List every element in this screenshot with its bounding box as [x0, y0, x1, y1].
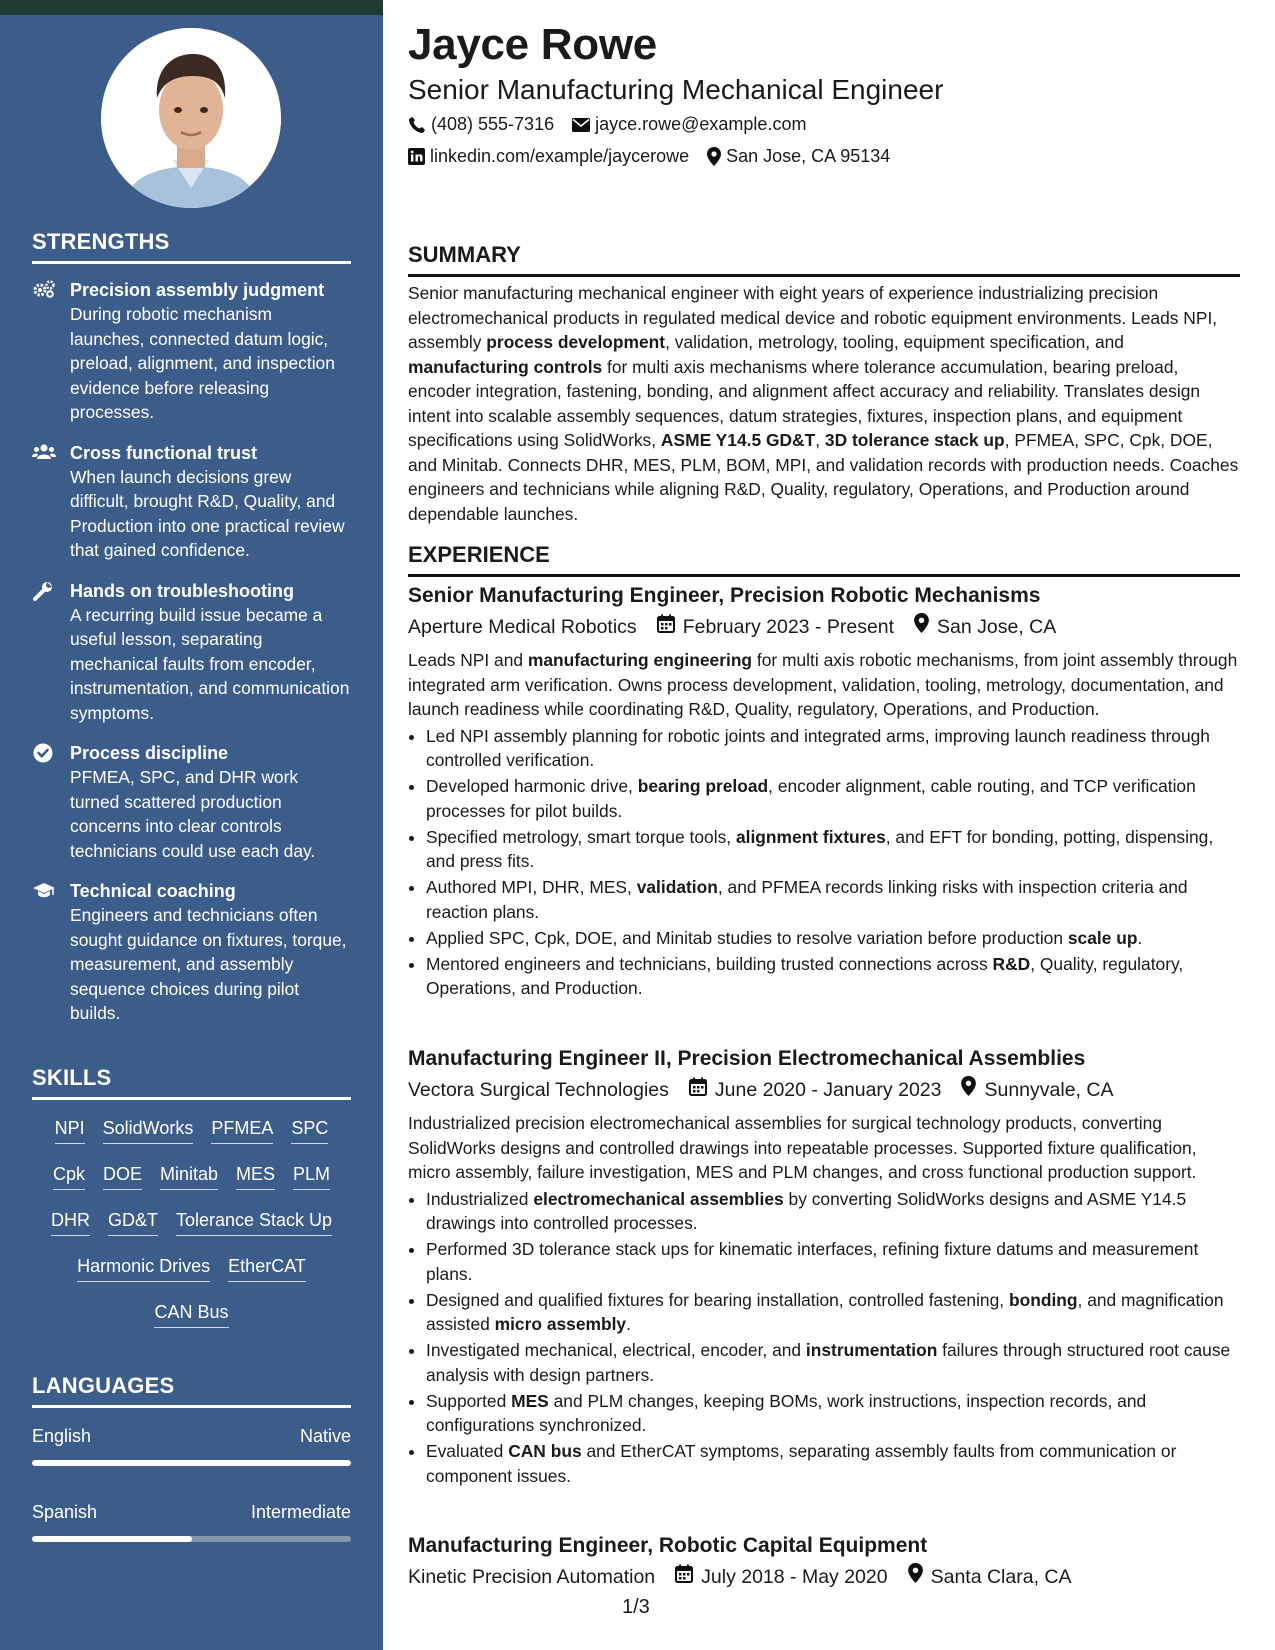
candidate-name: Jayce Rowe — [408, 20, 657, 69]
skill-tag: PFMEA — [211, 1114, 273, 1144]
strengths-section — [32, 229, 351, 1026]
strength-title: Process discipline — [70, 743, 229, 763]
strength-desc: When launch decisions grew difficult, brought R&D, Quality, and Production into one practical review that gained confidence. — [70, 466, 345, 560]
strengths-heading: STRENGTHS — [32, 229, 351, 264]
job-location: San Jose, CA — [914, 613, 1056, 641]
skills-section — [32, 1065, 351, 1344]
location-contact — [707, 146, 890, 167]
bullet-item: • Developed harmonic drive, bearing preload, encoder alignment, cable routing, and TCP verification processes for pilot builds. — [426, 774, 1240, 823]
envelope-icon — [572, 118, 590, 132]
phone-icon — [408, 116, 426, 134]
profile-photo — [101, 28, 281, 208]
strength-desc: PFMEA, SPC, and DHR work turned scattered production concerns into clear controls technicians could use each day. — [70, 767, 316, 861]
strength-item — [32, 879, 351, 1026]
strength-desc: A recurring build issue became a useful lesson, separating mechanical faults from encoder, instrumentation, and communication symptoms. — [70, 604, 350, 723]
skill-tag: Tolerance Stack Up — [176, 1206, 332, 1236]
strength-title: Cross functional trust — [70, 442, 258, 463]
linkedin-contact[interactable] — [408, 146, 689, 167]
bullet-item: • Specified metrology, smart torque tools, alignment fixtures, and EFT for bonding, potting, dispensing, and press fits. — [426, 825, 1240, 874]
strength-item — [32, 278, 351, 425]
bullet-item: • Designed and qualified fixtures for bearing installation, controlled fastening, bonding, and magnification assisted micro assembly. — [426, 1288, 1240, 1337]
location-text: San Jose, CA 95134 — [726, 146, 891, 166]
email-address: jayce.rowe@example.com — [595, 114, 807, 134]
bullet-item: • Authored MPI, DHR, MES, validation, and PFMEA records linking risks with inspection criteria and reaction plans. — [426, 875, 1240, 924]
strength-item — [32, 579, 351, 726]
languages-heading: LANGUAGES — [32, 1373, 351, 1408]
skill-tag: Cpk — [53, 1160, 85, 1190]
sidebar — [0, 15, 383, 1650]
skill-tag: Harmonic Drives — [77, 1252, 210, 1282]
skill-tag: Minitab — [160, 1160, 218, 1190]
skill-tag: GD&T — [108, 1206, 158, 1236]
summary-text: Senior manufacturing mechanical engineer with eight years of experience industrializing precision electromechanical products in regulated medical device and robotic equipment environments. Leads NPI, assembly process development, validation, metrology, tooling, equipment specification, and manufacturing controls for multi axis mechanisms where tolerance accumulation, bearing preload, encoder integration, fastening, bonding, and alignment affect accuracy and reliability. Translates design intent into scalable assembly sequences, datum strategies, fixtures, inspection plans, and equipment specifications using SolidWorks, ASME Y14.5 GD&T, 3D tolerance stack up, PFMEA, SPC, Cpk, DOE, and Minitab. Connects DHR, MES, PLM, BOM, MPI, and validation records with production needs. Coaches engineers and technicians while aligning R&D, Quality, regulatory, Operations, and Production around dependable launches. — [408, 283, 1239, 524]
language-item — [32, 1424, 351, 1466]
job-dates: July 2018 - May 2020 — [675, 1563, 887, 1591]
bullet-item: • Evaluated CAN bus and EtherCAT symptoms, separating assembly faults from communication or component issues. — [426, 1439, 1240, 1488]
gears-icon — [32, 279, 56, 301]
strength-desc: Engineers and technicians often sought guidance on fixtures, torque, measurement, and assembly sequence choices during pilot builds. — [70, 905, 347, 1023]
strength-item — [32, 441, 351, 563]
bullet-item: • Supported MES and PLM changes, keeping BOMs, work instructions, inspection records, and configurations synchronized. — [426, 1389, 1240, 1438]
language-bar — [32, 1460, 351, 1466]
skill-tag: NPI — [55, 1114, 85, 1144]
job-dates: February 2023 - Present — [657, 613, 894, 641]
map-pin-icon — [707, 147, 721, 166]
skill-tag: SolidWorks — [103, 1114, 194, 1144]
wrench-icon — [32, 580, 56, 602]
job-dates: June 2020 - January 2023 — [689, 1076, 942, 1104]
email-contact[interactable] — [572, 114, 806, 135]
linkedin-url: linkedin.com/example/jaycerowe — [430, 146, 690, 166]
company-name: Aperture Medical Robotics — [408, 616, 637, 638]
language-bar-fill — [32, 1460, 351, 1466]
users-icon — [32, 442, 56, 464]
company-name: Vectora Surgical Technologies — [408, 1079, 669, 1101]
job-location: Santa Clara, CA — [908, 1563, 1072, 1591]
skill-tag: SPC — [291, 1114, 328, 1144]
linkedin-icon — [408, 148, 425, 165]
language-bar — [32, 1536, 351, 1542]
skill-tag: EtherCAT — [228, 1252, 306, 1282]
bullet-item: • Performed 3D tolerance stack ups for kinematic interfaces, refining fixture datums and measurement plans. — [426, 1237, 1240, 1286]
language-item — [32, 1500, 351, 1542]
skill-tag: DHR — [51, 1206, 90, 1236]
skill-tag: CAN Bus — [154, 1298, 228, 1328]
bullet-item: • Led NPI assembly planning for robotic joints and integrated arms, improving launch readiness through controlled verification. — [426, 724, 1240, 773]
job-title: Senior Manufacturing Engineer, Precision Robotic Mechanisms — [408, 584, 1041, 607]
contact-row — [408, 114, 806, 135]
bullet-item: • Mentored engineers and technicians, building trusted connections across R&D, Quality, regulatory, Operations, and Production. — [426, 952, 1240, 1001]
bullet-item: • Industrialized electromechanical assemblies by converting SolidWorks designs and ASME Y14.5 drawings into controlled processes. — [426, 1187, 1240, 1236]
company-name: Kinetic Precision Automation — [408, 1566, 656, 1588]
skills-heading: SKILLS — [32, 1065, 351, 1100]
strength-title: Precision assembly judgment — [70, 280, 325, 300]
phone-contact[interactable] — [408, 114, 554, 135]
map-pin-icon — [914, 613, 929, 641]
phone-number: (408) 555-7316 — [431, 114, 555, 134]
page-number: 1/3 — [622, 1596, 650, 1618]
language-bar-fill — [32, 1536, 192, 1542]
skill-tag: MES — [236, 1160, 275, 1190]
bullet-item: • Applied SPC, Cpk, DOE, and Minitab studies to resolve variation before production scale up. — [426, 926, 1240, 951]
job-bullets — [408, 1187, 1240, 1489]
job-bullets — [408, 724, 1240, 1001]
job-description: Leads NPI and manufacturing engineering for multi axis robotic mechanisms, from joint assembly through integrated arm verification. Owns process development, validation, tooling, metrology, documentation, and launch readiness while coordinating R&D, Quality, regulatory, Operations, and Production. — [408, 650, 1238, 719]
job-location: Sunnyvale, CA — [961, 1076, 1113, 1104]
bullet-item: • Investigated mechanical, electrical, encoder, and instrumentation failures through structured root cause analysis with design partners. — [426, 1338, 1240, 1387]
strength-title: Hands on troubleshooting — [70, 580, 294, 601]
graduation-cap-icon — [32, 880, 56, 902]
job-title: Manufacturing Engineer II, Precision Electromechanical Assemblies — [408, 1047, 1086, 1070]
map-pin-icon — [961, 1076, 976, 1104]
summary-heading: SUMMARY — [408, 242, 1240, 277]
candidate-title: Senior Manufacturing Mechanical Engineer — [408, 74, 944, 105]
skills-list — [32, 1114, 351, 1344]
job-entry — [408, 1532, 1240, 1591]
strength-item — [32, 741, 351, 863]
experience-heading: EXPERIENCE — [408, 542, 1240, 577]
strength-desc: During robotic mechanism launches, connected datum logic, preload, alignment, and inspection evidence before releasing processes. — [70, 304, 335, 422]
job-entry — [408, 582, 1240, 1002]
skill-tag: PLM — [293, 1160, 330, 1190]
check-circle-icon — [32, 742, 56, 764]
map-pin-icon — [908, 1563, 923, 1591]
language-name: English — [32, 1426, 92, 1446]
languages-section — [32, 1373, 351, 1542]
strength-title: Technical coaching — [70, 881, 236, 901]
language-level: Native — [299, 1426, 351, 1446]
language-name: Spanish — [32, 1502, 98, 1522]
job-entry — [408, 1045, 1240, 1490]
skill-tag: DOE — [103, 1160, 142, 1190]
calendar-icon — [675, 1563, 693, 1591]
contact-row — [408, 146, 890, 167]
job-description: Industrialized precision electromechanical assemblies for surgical technology products, converting SolidWorks designs and controlled drawings into repeatable processes. Supported fixture qualification, micro assembly, failure investigation, MES and PLM changes, and cross functional production support. — [408, 1113, 1197, 1182]
calendar-icon — [689, 1076, 707, 1104]
calendar-icon — [657, 613, 675, 641]
job-title: Manufacturing Engineer, Robotic Capital Equipment — [408, 1534, 928, 1557]
top-accent-bar — [0, 0, 383, 15]
language-level: Intermediate — [250, 1502, 351, 1522]
